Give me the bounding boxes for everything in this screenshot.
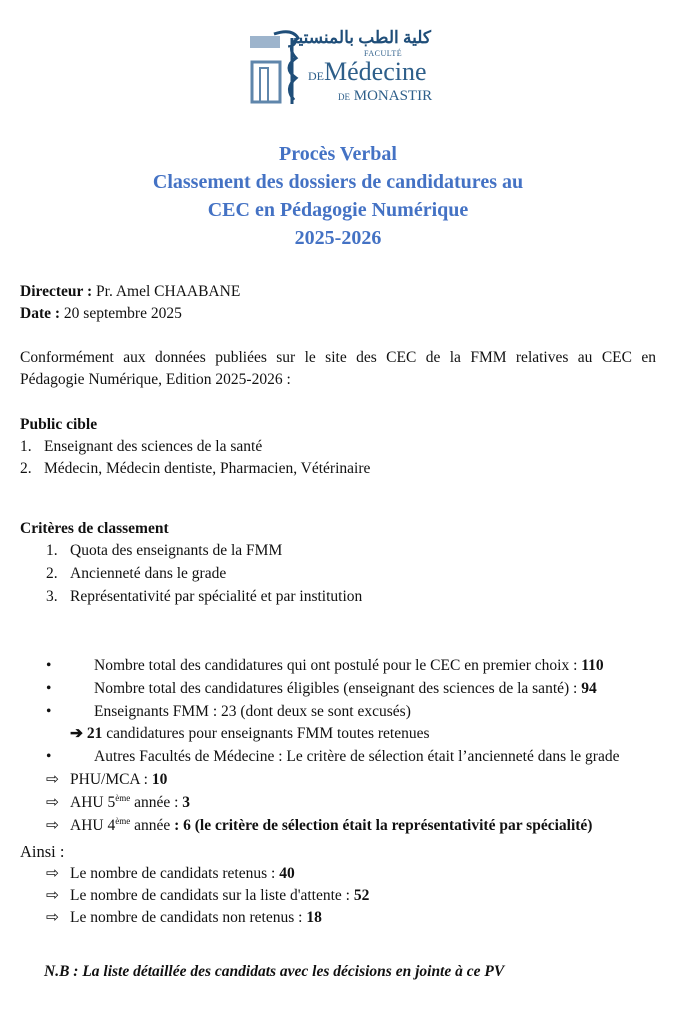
- stat-total: • Nombre total des candidatures qui ont postulé pour le CEC en premier choix : 110: [46, 657, 604, 674]
- arrow-right-icon: ➔: [70, 725, 87, 742]
- list-item: 3. Représentativité par spécialité et par institution: [46, 588, 363, 605]
- stat-ahu4: ⇨ AHU 4ème année : 6 (le critère de sélection était la représentativité par spécialité): [46, 815, 593, 834]
- list-item: 1. Quota des enseignants de la FMM: [46, 542, 283, 559]
- intro-line-1: Conformément aux données publiées sur le site des CEC de la FMM relatives au CEC en: [20, 349, 656, 366]
- bullet-icon: •: [46, 657, 52, 674]
- title-line-4: 2025-2026: [294, 227, 382, 249]
- intro-line-2: Pédagogie Numérique, Edition 2025-2026 :: [20, 371, 291, 388]
- hollow-arrow-icon: ⇨: [46, 817, 59, 834]
- note: N.B : La liste détaillée des candidats avec les décisions en jointe à ce PV: [44, 963, 505, 980]
- list-item: 2. Médecin, Médecin dentiste, Pharmacien, Vétérinaire: [20, 460, 371, 477]
- stat-fmm: • Enseignants FMM : 23 (dont deux se sont excusés): [46, 703, 411, 720]
- result-attente: ⇨ Le nombre de candidats sur la liste d'attente : 52: [46, 887, 370, 904]
- hollow-arrow-icon: ⇨: [46, 794, 59, 811]
- public-cible-heading: Public cible: [20, 416, 98, 433]
- title-line-2: Classement des dossiers de candidatures au: [152, 171, 524, 193]
- date: Date : 20 septembre 2025: [20, 305, 182, 322]
- list-item: 1. Enseignant des sciences de la santé: [20, 438, 263, 455]
- bullet-icon: •: [46, 680, 52, 697]
- faculty-logo: [246, 28, 441, 108]
- stat-fmm-retenues: ➔ 21 candidatures pour enseignants FMM toutes retenues: [70, 725, 430, 742]
- hollow-arrow-icon: ⇨: [46, 865, 59, 882]
- bullet-icon: •: [46, 748, 52, 765]
- stat-autres: • Autres Facultés de Médecine : Le critère de sélection était l’ancienneté dans le grade: [46, 748, 620, 765]
- logo-monastir-text: DE MONASTIR: [338, 88, 433, 104]
- directeur: Directeur : Pr. Amel CHAABANE: [20, 283, 241, 300]
- title-line-3: CEC en Pédagogie Numérique: [207, 199, 469, 221]
- hollow-arrow-icon: ⇨: [46, 909, 59, 926]
- logo-medecine-text: DEMédecine: [308, 57, 427, 86]
- stat-eligibles: • Nombre total des candidatures éligibles (enseignant des sciences de la santé) : 94: [46, 680, 597, 697]
- result-retenus: ⇨ Le nombre de candidats retenus : 40: [46, 865, 295, 882]
- criteres-heading: Critères de classement: [20, 520, 169, 537]
- hollow-arrow-icon: ⇨: [46, 771, 59, 788]
- stat-phu: ⇨ PHU/MCA : 10: [46, 771, 168, 788]
- title-line-1: Procès Verbal: [279, 143, 397, 165]
- hollow-arrow-icon: ⇨: [46, 887, 59, 904]
- bullet-icon: •: [46, 703, 52, 720]
- list-item: 2. Ancienneté dans le grade: [46, 565, 227, 582]
- logo-arabic-text: كلية الطب بالمنستير: [289, 28, 431, 47]
- ainsi-label: Ainsi :: [20, 842, 65, 861]
- result-non-retenus: ⇨ Le nombre de candidats non retenus : 18: [46, 909, 322, 926]
- stat-ahu5: ⇨ AHU 5ème année : 3: [46, 792, 191, 811]
- logo-faculte-text: FACULTÉ: [364, 49, 403, 58]
